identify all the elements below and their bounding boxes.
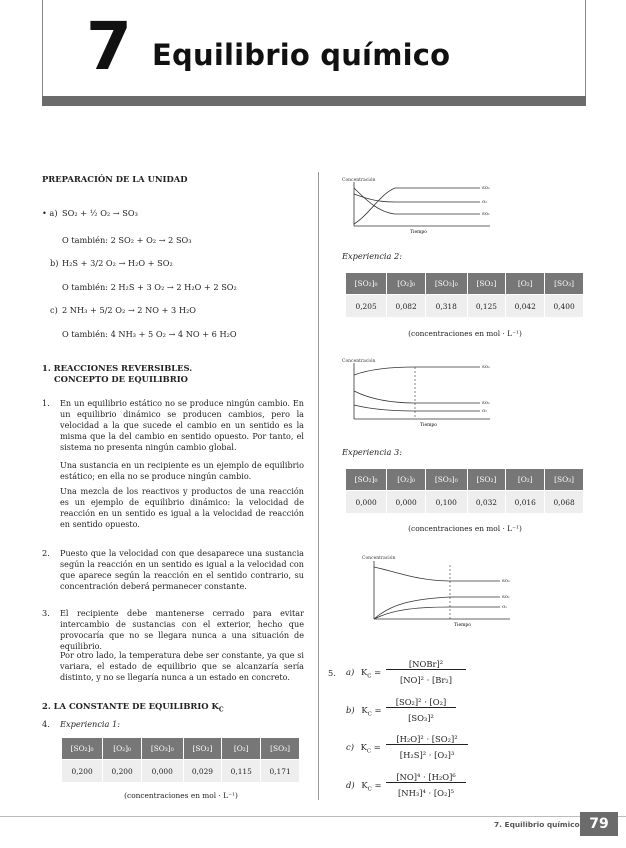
kc-symbol: K xyxy=(360,667,368,677)
chart-1-curve-label: SO₂ xyxy=(482,211,490,216)
section-1-subtitle: CONCEPTO DE EQUILIBRIO xyxy=(54,374,188,384)
kc-subscript: C xyxy=(367,711,372,718)
equation-b-numerator: [SO₂]² · [O₂] xyxy=(386,697,456,708)
table-header-cell: [SO₂]₀ xyxy=(346,469,387,491)
prep-c-alt: O también: 4 NH₃ + 5 O₂ → 4 NO + 6 H₂O xyxy=(62,329,237,339)
section-2-title-sub: C xyxy=(218,706,224,714)
prep-b-eq: H₂S + 3/2 O₂ → H₂O + SO₂ xyxy=(62,258,173,268)
equation-a-numerator: [NOBr]² xyxy=(386,659,466,670)
table-header-cell: [SO₂]₀ xyxy=(346,273,387,295)
section-2-title-text: 2. LA CONSTANTE DE EQUILIBRIO K xyxy=(42,701,219,711)
kc-subscript: C xyxy=(367,673,372,680)
item-4-label: Experiencia 1: xyxy=(60,719,120,729)
table-header-cell: [O₂]₀ xyxy=(387,469,426,491)
equation-d: d) $K_C$ = xyxy=(346,780,382,793)
table-cell: 0,115 xyxy=(222,760,261,783)
chart-2-curve-label: O₂ xyxy=(482,408,487,413)
kc-symbol: K xyxy=(361,705,368,715)
item-3-p1: El recipiente debe mantenerse cerrado para evitar intercambio de sustancias con el exterior, hecho que provocaría que no se llegara nunca a una situación de equilibrio. xyxy=(60,608,304,651)
prep-a-label: • a) xyxy=(42,208,58,218)
table-cell: 0,171 xyxy=(261,760,300,783)
table-header-row xyxy=(62,738,300,760)
chart-2-curve-label: SO₂ xyxy=(482,400,490,405)
chart-1-curve-label: SO₃ xyxy=(482,185,490,190)
equation-c: c) $K_C$ = xyxy=(346,742,381,755)
item-1-p2: Una sustancia en un recipiente es un ejemplo de equilibrio estático; en ella no se produce ningún cambio. xyxy=(60,460,304,481)
table-header-cell: [SO₂] xyxy=(467,469,506,491)
chapter-number: 7 xyxy=(86,8,132,85)
table-header-cell: [SO₃]₀ xyxy=(426,273,467,295)
kc-subscript: C xyxy=(367,786,372,793)
chart-3-curve-label: O₂ xyxy=(502,604,507,609)
table-experience-3 xyxy=(346,469,584,513)
equation-c-numerator: [H₂O]² · [SO₂]² xyxy=(386,734,468,745)
equation-c-denominator: [H₂S]² · [O₂]³ xyxy=(399,750,455,760)
prep-c-eq: 2 NH₃ + 5/2 O₂ → 2 NO + 3 H₂O xyxy=(62,305,197,315)
table-header-cell: [O₂] xyxy=(506,273,545,295)
table-header-cell: [O₂] xyxy=(222,738,261,760)
table-header-cell: [SO₃] xyxy=(545,469,584,491)
table-cell: 0,000 xyxy=(387,491,426,514)
column-divider xyxy=(318,172,319,800)
item-2-p1: Puesto que la velocidad con que desaparece una sustancia según la reacción en un sentido es igual a la velocidad con que aparece según la reacción en el sentido contrario, su concentración deberá permanecer constante. xyxy=(60,548,304,591)
section-1-title: 1. REACCIONES REVERSIBLES. xyxy=(42,363,193,373)
chart-2-xlabel: Tiempo xyxy=(420,423,437,428)
equation-d-label: d) xyxy=(346,780,355,790)
equation-d-denominator: [NH₃]⁴ · [O₂]⁵ xyxy=(398,788,454,798)
item-3-p2: Por otro lado, la temperatura debe ser constante, ya que si variara, el estado de equilibrio que se alcanzaría sería distinto, y no se llegaría nunca a un estado en concreto. xyxy=(60,650,304,682)
table-cell: 0,100 xyxy=(426,491,467,514)
item-4-number: 4. xyxy=(42,719,50,729)
item-1-p1: En un equilibrio estático no se produce ningún cambio. En un equilibrio dinámico se producen cambios, pero la velocidad a la que sucede el cambio en un sentido es la misma que la del cambio en sentido opuesto. Por tanto, el sistema no presenta ningún cambio global. xyxy=(60,398,304,452)
table-experience-2 xyxy=(346,273,584,317)
prep-title: PREPARACIÓN DE LA UNIDAD xyxy=(42,174,188,184)
chart-1-curve-label: O₂ xyxy=(482,199,487,204)
table-1-caption: (concentraciones en mol · L⁻¹) xyxy=(124,791,238,800)
equation-a-denominator: [NO]² · [Br₂] xyxy=(399,675,453,685)
table-cell: 0,032 xyxy=(467,491,506,514)
equation-d-numerator: [NO]⁴ · [H₂O]⁶ xyxy=(386,772,466,783)
table-header-cell: [SO₂] xyxy=(183,738,222,760)
item-2-number: 2. xyxy=(42,548,50,558)
exp-2-label: Experiencia 2: xyxy=(342,251,402,261)
chart-3-xlabel: Tiempo xyxy=(454,623,471,628)
table-header-cell: [O₂]₀ xyxy=(103,738,142,760)
chapter-title: Equilibrio químico xyxy=(152,38,451,72)
table-header-cell: [SO₃]₀ xyxy=(142,738,183,760)
equation-b-label: b) xyxy=(346,705,355,715)
chart-3-curve-label: SO₃ xyxy=(502,578,510,583)
table-cell: 0,200 xyxy=(103,760,142,783)
chart-2-ylabel: Concentración xyxy=(342,359,376,364)
item-1-p3: Una mezcla de los reactivos y productos de una reacción es un ejemplo de equilibrio dinámico: la velocidad de reacción en un sentido es igual a la velocidad de reacción en sentido opuesto. xyxy=(60,486,304,529)
table-cell: 0,016 xyxy=(506,491,545,514)
table-2-caption: (concentraciones en mol · L⁻¹) xyxy=(408,329,522,338)
table-cell: 0,068 xyxy=(545,491,584,514)
table-cell: 0,042 xyxy=(506,295,545,318)
equation-c-label: c) xyxy=(346,742,354,752)
table-cell: 0,200 xyxy=(62,760,103,783)
header-bar xyxy=(42,96,586,106)
kc-symbol: K xyxy=(360,742,367,752)
item-3-number: 3. xyxy=(42,608,50,618)
table-header-cell: [O₂] xyxy=(506,469,545,491)
prep-c-label: c) xyxy=(50,305,58,315)
chart-1-ylabel: Concentración xyxy=(342,178,376,183)
prep-b-alt: O también: 2 H₂S + 3 O₂ → 2 H₂O + 2 SO₂ xyxy=(62,282,237,292)
prep-a-alt: O también: 2 SO₂ + O₂ → 2 SO₃ xyxy=(62,235,192,245)
table-row xyxy=(346,295,584,318)
kc-subscript: C xyxy=(366,748,372,755)
exp-3-label: Experiencia 3: xyxy=(342,447,402,457)
page-number: 79 xyxy=(580,812,618,836)
table-cell: 0,318 xyxy=(426,295,467,318)
table-experience-1 xyxy=(62,738,300,782)
table-cell: 0,082 xyxy=(387,295,426,318)
item-5-number: 5. xyxy=(328,668,336,678)
table-cell: 0,000 xyxy=(142,760,183,783)
table-header-cell: [SO₂]₀ xyxy=(62,738,103,760)
equation-b-denominator: [SO₃]² xyxy=(408,713,434,723)
footer-rule xyxy=(0,816,626,817)
footer-chapter-label: 7. Equilibrio químico xyxy=(494,820,580,829)
item-1-number: 1. xyxy=(42,398,50,408)
chart-experience-1 xyxy=(340,174,500,236)
equation-a: a) $K_C$ = xyxy=(346,667,382,680)
table-cell: 0,000 xyxy=(346,491,387,514)
equation-a-label: a) xyxy=(346,667,355,677)
table-row xyxy=(62,760,300,783)
table-3-caption: (concentraciones en mol · L⁻¹) xyxy=(408,524,522,533)
table-header-row xyxy=(346,273,584,295)
chart-3-ylabel: Concentración xyxy=(362,556,396,561)
table-row xyxy=(346,491,584,514)
kc-symbol: K xyxy=(361,780,368,790)
table-cell: 0,400 xyxy=(545,295,584,318)
prep-b-label: b) xyxy=(50,258,59,268)
chart-1-xlabel: Tiempo xyxy=(410,230,427,235)
table-header-cell: [SO₂] xyxy=(467,273,506,295)
table-header-row xyxy=(346,469,584,491)
table-header-cell: [SO₃] xyxy=(261,738,300,760)
equation-b: b) $K_C$ = xyxy=(346,705,382,718)
table-cell: 0,029 xyxy=(183,760,222,783)
chart-3-curve-label: SO₂ xyxy=(502,594,510,599)
table-header-cell: [O₂]₀ xyxy=(387,273,426,295)
table-header-cell: [SO₃]₀ xyxy=(426,469,467,491)
section-2-title xyxy=(42,701,224,716)
chart-experience-3 xyxy=(360,553,530,631)
chart-experience-2 xyxy=(340,355,510,430)
table-header-cell: [SO₃] xyxy=(545,273,584,295)
table-cell: 0,125 xyxy=(467,295,506,318)
table-cell: 0,205 xyxy=(346,295,387,318)
prep-a-eq: SO₂ + ½ O₂ → SO₃ xyxy=(62,208,138,218)
chart-2-curve-label: SO₃ xyxy=(482,364,490,369)
